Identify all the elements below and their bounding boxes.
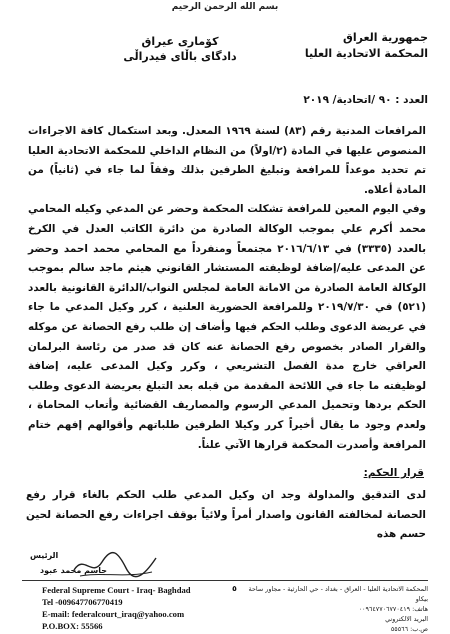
- footer-phone-ar: هاتف: ٠٠٩٦٤٧٧٠٦٧٧٠٤١٩: [358, 605, 428, 613]
- body-paragraph: المرافعات المدنية رقم (٨٣) لسنة ١٩٦٩ المعدل. وبعد استكمال كافة الاجراءات المنصوص عليها في المادة (٢/اولاً) من النظام الداخلي للمحكمة الاتحادية العليا تم تحديد موعداً للمرافعة وتبليغ الطرفين بذلك وفقاً لما جاء في (ثانياً) من المادة أعلاه.: [28, 125, 426, 196]
- footer-po-box: P.O.BOX: 55566: [42, 621, 103, 631]
- court-name: المحكمة الاتحادية العليا: [304, 47, 428, 60]
- footer-court-name: Federal Supreme Court - Iraq- Baghdad: [42, 585, 191, 595]
- country-name: جمهورية العراق: [343, 31, 428, 44]
- court-name-kurdish: دادگای باڵای فیدراڵی: [123, 50, 237, 63]
- page-number: ٥: [232, 584, 237, 593]
- court-header-arabic: [288, 30, 428, 62]
- footer-address-ar: المحكمة الاتحادية العليا - العراق - بغداد - حي الحارثية - مجاور ساحة بيكاو: [248, 585, 428, 603]
- case-number: العدد : ٩٠ /اتحادية/ ٢٠١٩: [303, 94, 428, 106]
- footer-contact-arabic: [238, 584, 428, 634]
- country-name-kurdish: كۆماری عیراق: [141, 35, 219, 48]
- footer-email-ar: البريد الالكتروني: [385, 615, 428, 623]
- basmala: بسم الله الرحمن الرحيم: [171, 2, 279, 12]
- decision-heading: قرار الحكم:: [363, 467, 424, 479]
- footer-po-box-ar: ص.ب: ٥٥٥٦٦: [390, 625, 428, 633]
- signature-title: الرئيس: [30, 551, 59, 560]
- footer-divider: [22, 580, 428, 581]
- judgment-body: [28, 122, 426, 455]
- decision-text: لدى التدقيق والمداولة وجد ان وكيل المدعي طلب الحكم بالغاء قرار رفع الحصانة لمخالفته القانون واصدار أمراً ولائياً بوقف اجراءات رفع الحصانة لحين حسم هذه: [26, 489, 426, 541]
- body-paragraph: وفي اليوم المعين للمرافعة تشكلت المحكمة وحضر عن المدعي وكيله المحامي محمد أكرم علي بموجب الوكالة الصادرة من دائرة الكاتب العدل في الكرخ بالعدد (٣٣٣٥) في ٢٠١٦/٦/١٣ مجتمعاً ومنفرداً مع المحامي محمد احمد وحضر عن المدعى عليه/إضافة لوظيفته المستشار القانوني هيثم ماجد سالم بموجب الوكالة العامة الصادرة من الامانة العامة لمجلس النواب/الدائرة القانونية بالعدد (٥٢١) في ٢٠١٩/٧/٣٠ وللمرافعة الحضورية العلنية ، كرر وكيل المدعي ما جاء في عريضة الدعوى وطلب الحكم فيها وأضاف إن طلب رفع الحصانة عن موكله والقرار الصادر بخصوص رفع الحصانة عنه كان قد صدر من رئاسة البرلمان العراقي خارج مدة الفصل التشريعي ، وكرر وكيل المدعى عليه، إضافة لوظيفته ما جاء في اللائحة المقدمة من قبله بعد التبلغ بعريضة الدعوى وطلب الحكم بردها وتحميل المدعي الرسوم والمصاريف القضائية وأتعاب المحاماة ، ولعدم وجود ما يقال أخيراً كرر وكيلا الطرفين طلباتهم وأقوالهم إفهم ختام المرافعة وأصدرت المحكمة قرارها الآتي علناً.: [28, 203, 426, 451]
- signature-name: جاسم محمد عبود: [40, 566, 108, 575]
- footer-email: E-mail: federalcourt_iraq@yahoo.com: [42, 609, 185, 619]
- footer-contact-english: [42, 584, 191, 632]
- handwritten-signature: [70, 548, 160, 582]
- court-header-kurdish: [120, 34, 240, 64]
- footer-phone: Tel -009647706770419: [42, 597, 123, 607]
